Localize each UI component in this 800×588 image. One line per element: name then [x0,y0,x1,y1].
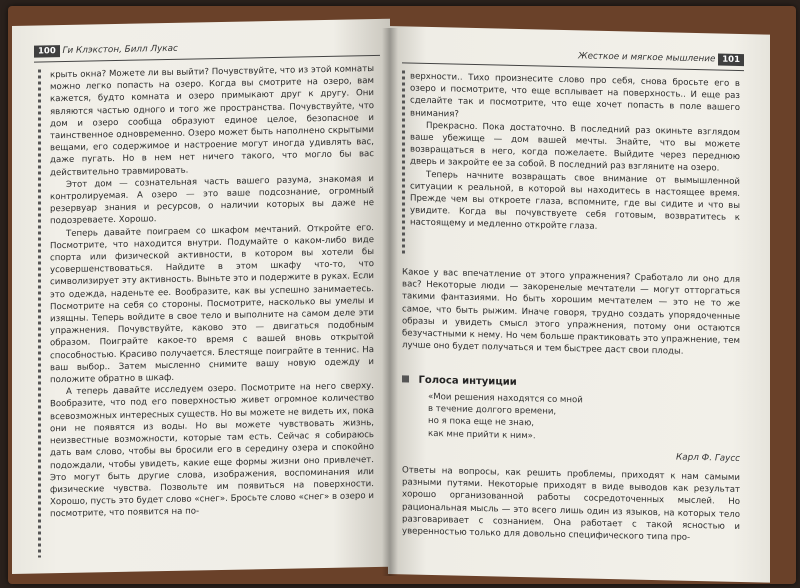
paragraph: верхности.. Тихо произнесите слово про себя, снова бросьте его в озеро и посмотрите, что еще всплывает на поверхность.. И еще раз сделайте так и посмотрите, что еще хочет попасть в поле вашего внимания? [410,71,740,120]
left-page [12,19,390,574]
paragraph: крыть окна? Можете ли вы выйти? Почувствуйте, что из этой комнаты можно легко попасть на озеро. Когда вы смотрите на озеро, вам кажется, будто комната и озеро примыкают друг к другу. Они являются частью одного и того же пространства. Почувствуйте, что дом и озеро сообща образуют единое целое, безопасное и таинственное одновременно. Озеро может быть наполнено скрытыми вещами, его содержимое и настроение могут иногда удивлять вас, даже пугать. Но в нем нет ничего такого, что могло бы вас действительно травмировать. [50,64,374,178]
section-bullet-icon [402,375,409,382]
epigraph-quote [428,391,740,447]
paragraph: Теперь давайте поиграем со шкафом мечтаний. Откройте его. Посмотрите, что находится внутри. Подумайте о каком-либо виде спорта или физической активности, в котором вы хотели бы усовершенствоваться. Найдите в этом шкафу что-то, что символизирует эту активность. Выньте это и подержите в руках. Если это одежда, наденьте ее. Вообразите, как вы успешно занимаетесь. Посмотрите на себя со стороны. Посмотрите, насколько вы умелы и изящны. Теперь войдите в свое тело и выполните на самом деле эти упражнения. Почувствуйте, каково это — двигаться подобным образом. Поиграйте какое-то время с вашей вновь открытой способностью. Красиво получается. Блестяще поиграйте в теннис. На ваш выбор.. Затем мысленно снимите вашу новую одежду и положите обратно в шкаф. [50,222,374,386]
quote-author: Карл Ф. Гаусс [676,452,740,464]
right-running-head-title: Жесткое и мягкое мышление [578,51,716,65]
left-page-text [50,63,374,521]
paragraph: А теперь давайте исследуем озеро. Посмотрите на него сверху. Вообразите, что под его поверхностью живет огромное количество всевозможных интересных существ. Но вы можете не видеть их, пока они не появятся из воды. Но вы можете чувствовать жизнь, неизвестные возможности, которые там есть. Сейчас я собираюсь дать вам слово, чтобы вы бросили его в середину озера и спокойно подождали, чтобы увидеть, какие еще формы жизни оно привлечет. Это могут быть другие слова, изображения, воспоминания или физические чувства. Позвольте им появиться на поверхности. Хорошо, пусть это будет слово «снег». Бросьте слово «снег» в озеро и посмотрите, что появится на по- [50,381,374,520]
paragraph: Какое у вас впечатление от этого упражнения? Сработало ли оно для вас? Некоторые люди — закоренелые мечтатели — могут отторгаться такими фантазиями. Но быть хорошим мечтателем — это не то же самое, что быть рыжим. Иначе говоря, трудно создать упорядоченные образы и увидеть смысл этого упражнения, потому они остаются безучастными к нему. Но чем больше практиковать это упражнение, тем лучше оно будет получаться и тем быстрее даст свои плоды. [402,267,740,357]
exercise-marker-bar-right [402,70,405,256]
quote-line: «Мои решения находятся со мной [428,391,583,406]
left-running-head [34,39,380,63]
book-spine-shadow [382,28,398,576]
paragraph: Этот дом — сознательная часть вашего разума, знакомая и контролируемая. А озеро — это ваше подсознание, огромный резервуар знания и ресурсов, о наличии которых вы даже не подозреваете. Хорошо. [50,173,374,227]
right-page [388,26,770,583]
exercise-marker-bar-left [38,69,41,557]
right-running-head [402,46,744,71]
paragraph: Теперь начните возвращать свое внимание от вымышленной ситуации к реальной, в которой вы находитесь в настоящее время. Прежде чем вы откроете глаза, вспомните, где вы сидите и что вы увидите. Когда вы почувствуете себя готовым, возвратитесь к настоящему и медленно откройте глаза. [410,169,740,233]
right-page-number: 101 [718,53,744,66]
quote-line: но я пока еще не знаю, [428,416,535,429]
quote-line: как мне прийти к ним». [428,428,536,441]
right-page-exercise-text [410,70,740,236]
left-running-head-title: Ги Клэкстон, Билл Лукас [62,43,178,57]
paragraph: Прекрасно. Пока достаточно. В последний раз окиньте взглядом ваше убежище — дом вашей мечты. Знайте, что вы можете возвращаться в него, когда пожелаете. Выйдите через переднюю дверь и закройте ее за собой. В последний раз взгляните на озеро. [410,120,740,174]
right-page-body-text [402,266,740,359]
quote-line: в течение долгого времени, [428,404,557,418]
section-title [402,374,517,388]
paragraph: Ответы на вопросы, как решить проблемы, приходят к нам самыми разными путями. Некоторые приходят в виде выводов как результат хорошо организованной работы сосредоточенных мыслей. Но рациональная мысль — это всего лишь один из языков, на которых тело разговаривает с сознанием. Она работает с такой ясностью и уверенностью только для довольно специфического типа про- [402,465,740,543]
right-page-closing-text [402,464,740,545]
left-page-number: 100 [34,45,60,57]
section-title-text: Голоса интуиции [418,374,517,388]
